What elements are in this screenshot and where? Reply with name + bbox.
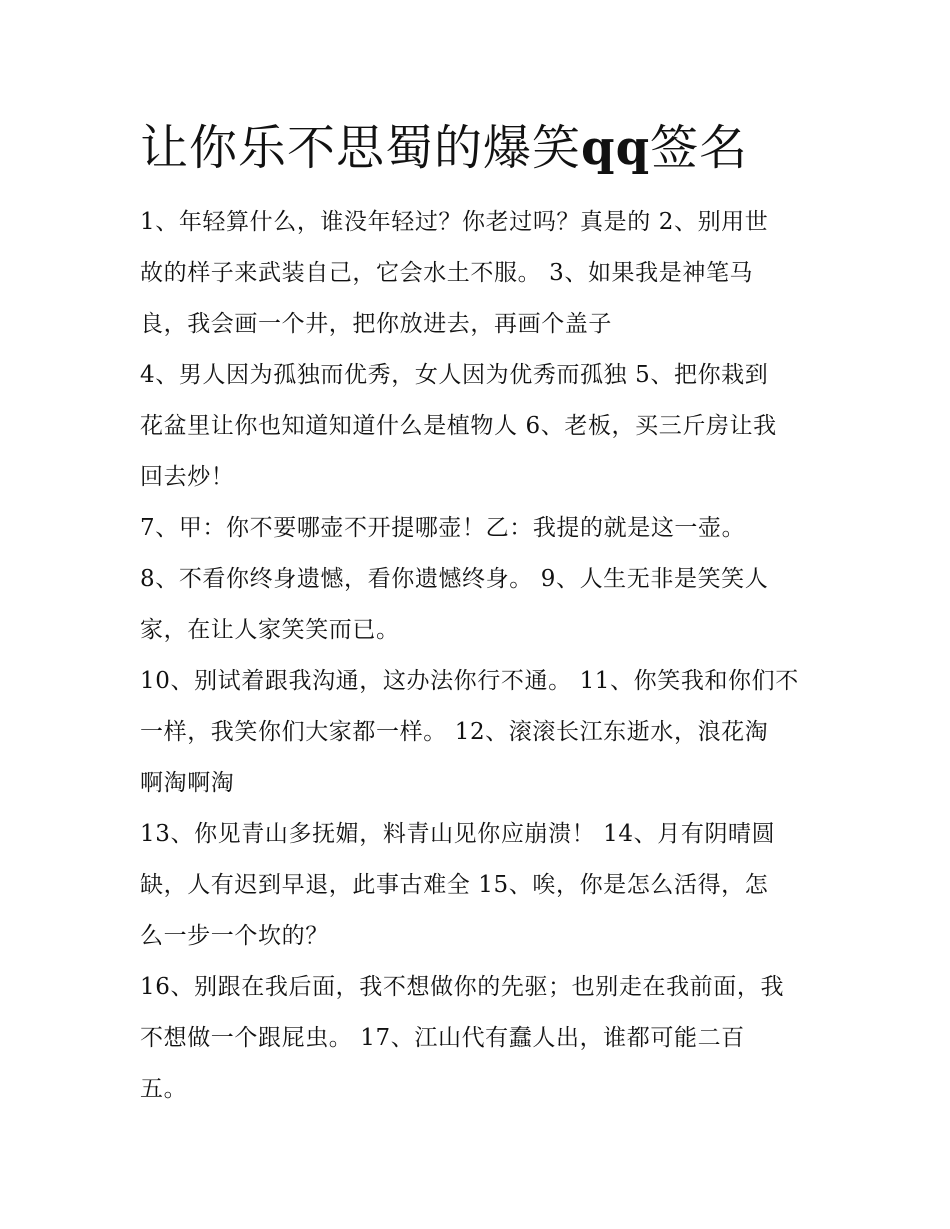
text-line: 16、别跟在我后面，我不想做你的先驱；也别走在我前面，我 [140,974,785,1000]
text-line: 不想做一个跟屁虫。 17、江山代有蠢人出，谁都可能二百 [140,1025,745,1051]
text-line: 么一步一个坎的？ [140,923,329,949]
text-line: 缺，人有迟到早退，此事古难全 15、唉，你是怎么活得，怎 [140,872,769,898]
text-line: 啊淘啊淘 [140,770,235,796]
title-qq: qq [581,120,651,176]
text-line: 1、年轻算什么，谁没年轻过？你老过吗？真是的 2、别用世 [140,209,769,235]
title-suffix: 签名 [650,120,749,176]
text-line: 7、甲：你不要哪壶不开提哪壶！乙：我提的就是这一壶。 [140,515,746,541]
text-line: 10、别试着跟我沟通，这办法你行不通。 11、你笑我和你们不 [140,668,799,694]
text-line: 故的样子来武装自己，它会水土不服。 3、如果我是神笔马 [140,260,754,286]
text-line: 花盆里让你也知道知道什么是植物人 6、老板，买三斤房让我 [140,413,777,439]
text-line: 五。 [140,1076,188,1102]
text-line: 回去炒！ [140,464,235,490]
text-line: 8、不看你终身遗憾，看你遗憾终身。 9、人生无非是笑笑人 [140,566,769,592]
title-prefix: 让你乐不思蜀的爆笑 [140,120,582,176]
text-line: 一样，我笑你们大家都一样。 12、滚滚长江东逝水，浪花淘 [140,719,769,745]
text-line: 良，我会画一个井，把你放进去，再画个盖子 [140,311,612,337]
page-title [140,112,748,184]
text-line: 13、你见青山多抚媚，料青山见你应崩溃！ 14、月有阴晴圆 [140,821,776,847]
text-line: 家，在让人家笑笑而已。 [140,617,400,643]
text-line: 4、男人因为孤独而优秀，女人因为优秀而孤独 5、把你栽到 [140,362,769,388]
